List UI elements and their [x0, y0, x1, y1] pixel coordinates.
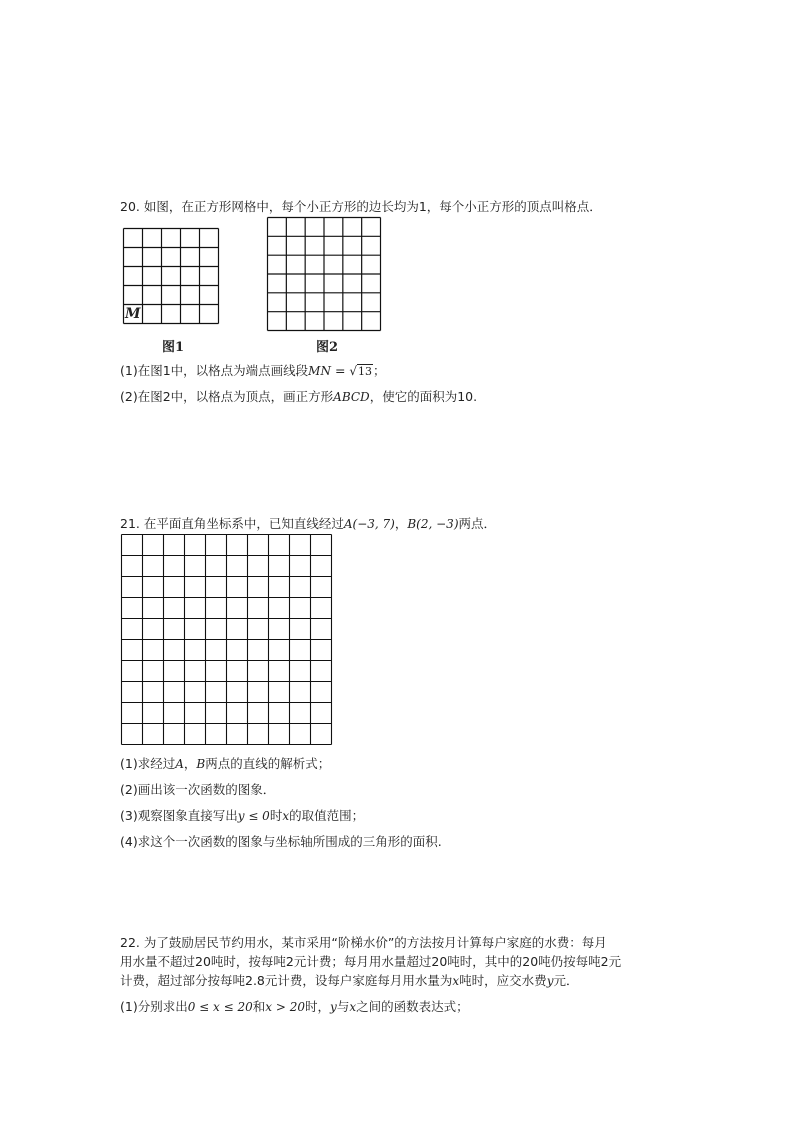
- q21-part-4: (4)求这个一次函数的图象与坐标轴所围成的三角形的面积.: [120, 834, 442, 849]
- coordinate-grid: [120, 533, 333, 746]
- q20-stem: 20. 如图，在正方形网格中，每个小正方形的边长均为1，每个小正方形的顶点叫格点．: [120, 199, 602, 214]
- q21-part-1: (1)求经过A，B两点的直线的解析式；: [120, 756, 331, 771]
- q22-stem-line-1: 22. 为了鼓励居民节约用水，某市采用“阶梯水价”的方法按月计算每户家庭的水费：每月: [120, 935, 607, 950]
- figure-2-grid: [266, 216, 382, 332]
- q22-part-1: (1)分别求出0 ≤ x ≤ 20和x > 20时，y与x之间的函数表达式；: [120, 999, 469, 1014]
- q21-part-3: (3)观察图象直接写出y ≤ 0时x的取值范围；: [120, 808, 365, 823]
- q22-stem-line-3: 计费，超过部分按每吨2.8元计费，设每户家庭每月用水量为x吨时，应交水费y元．: [120, 973, 579, 988]
- figure-1-caption: 图1: [162, 340, 185, 355]
- q20-part-2: (2)在图2中，以格点为顶点，画正方形ABCD，使它的面积为10.: [120, 389, 478, 404]
- q21-stem: 21. 在平面直角坐标系中，已知直线经过A(−3, 7)，B(2, −3)两点．: [120, 516, 497, 531]
- q22-stem-line-2: 用水量不超过20吨时，按每吨2元计费；每月用水量超过20吨时，其中的20吨仍按每吨2元: [120, 954, 622, 969]
- figure-2-caption: 图2: [316, 340, 339, 355]
- q20-part-1: (1)在图1中，以格点为端点画线段MN = √13；: [120, 363, 386, 378]
- q21-part-2: (2)画出该一次函数的图象．: [120, 782, 276, 797]
- figure-1-point-label: M: [125, 306, 141, 322]
